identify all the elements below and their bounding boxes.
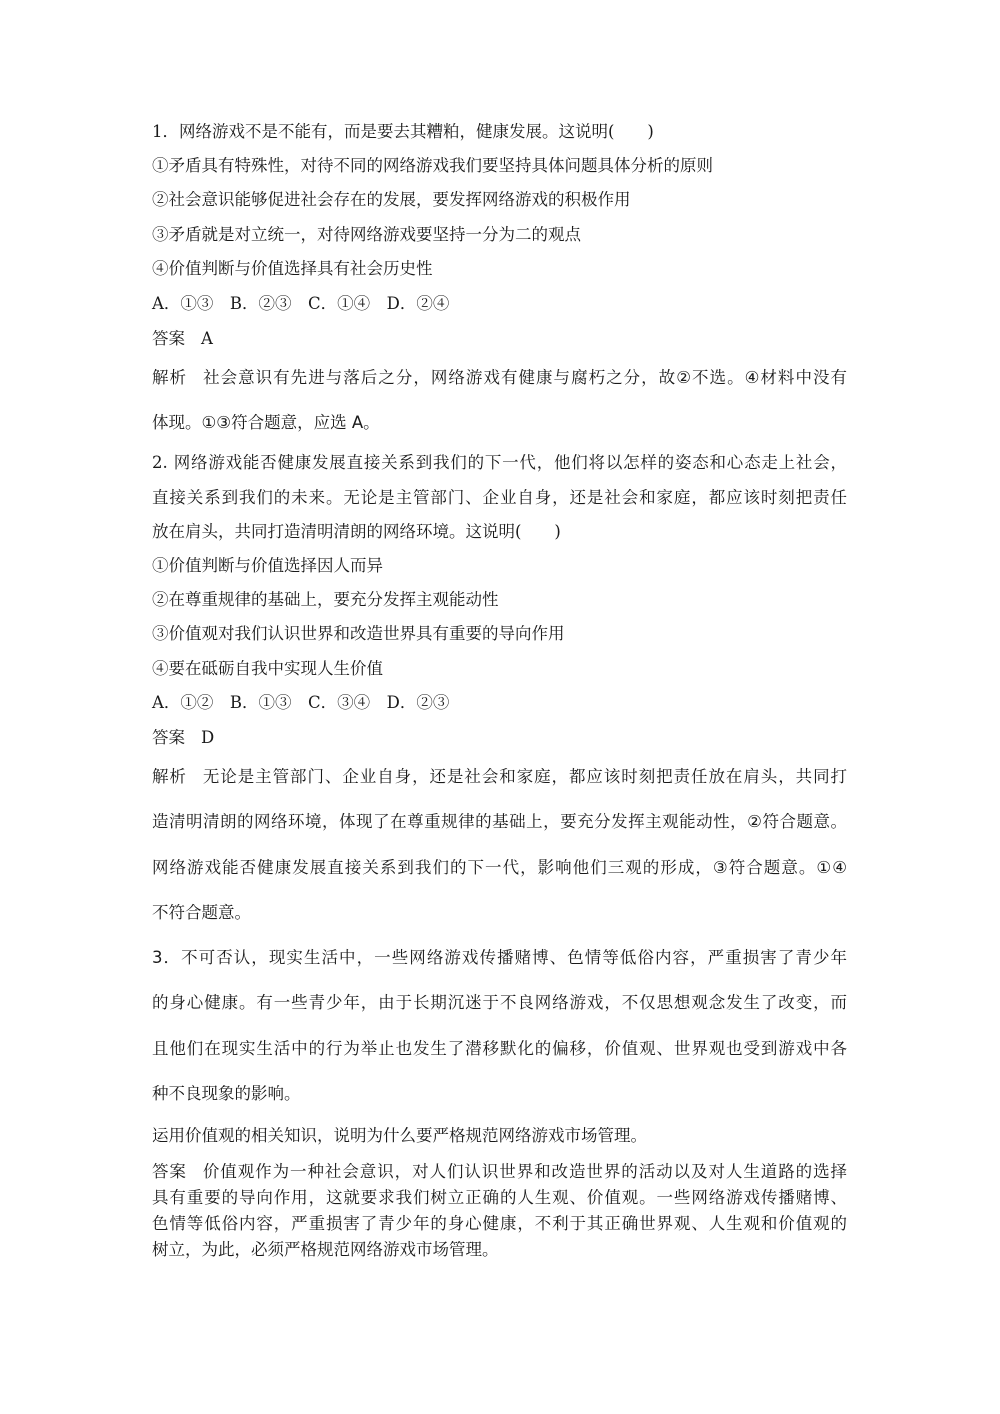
q3-material-line-2: 的身心健康。有一些青少年，由于长期沉迷于不良网络游戏，不仅思想观念发生了改变，而: [152, 993, 847, 1012]
analysis-label: 解析: [152, 368, 188, 387]
q1-option-1: ①矛盾具有特殊性，对待不同的网络游戏我们要坚持具体问题具体分析的原则: [152, 156, 713, 175]
q3-material-line-3: 且他们在现实生活中的行为举止也发生了潜移默化的偏移，价值观、世界观也受到游戏中各: [152, 1039, 847, 1058]
q1-answer-value: A: [201, 329, 213, 348]
analysis-label: 解析: [152, 767, 187, 786]
q2-stem-line-1: 2. 网络游戏能否健康发展直接关系到我们的下一代，他们将以怎样的姿态和心态走上社会，: [152, 453, 847, 472]
q3-answer-line-2: 具有重要的导向作用，这就要求我们树立正确的人生观、价值观。一些网络游戏传播赌博、: [152, 1188, 847, 1207]
q3-material-line-4: 种不良现象的影响。: [152, 1084, 301, 1103]
answer-label: 答案: [152, 1162, 187, 1181]
answer-label: 答案: [152, 728, 185, 747]
q1-analysis-line-1: [152, 367, 847, 389]
q2-answer: [152, 727, 214, 749]
q3-answer-line-4: 树立，为此，必须严格规范网络游戏市场管理。: [152, 1240, 499, 1259]
q2-answer-value: D: [201, 728, 215, 747]
q3-answer-line-1: [152, 1161, 847, 1183]
q2-analysis-line-1: [152, 766, 847, 788]
q1-answer: [152, 328, 213, 350]
q2-option-2: ②在尊重规律的基础上，要充分发挥主观能动性: [152, 590, 499, 609]
q2-option-1: ①价值判断与价值选择因人而异: [152, 556, 383, 575]
q2-analysis-line-4: 不符合题意。: [152, 903, 251, 922]
q2-option-4: ④要在砥砺自我中实现人生价值: [152, 659, 383, 678]
q2-analysis-line-2: 造清明清朗的网络环境，体现了在尊重规律的基础上，要充分发挥主观能动性，②符合题意。: [152, 812, 847, 831]
q2-analysis-line-3: 网络游戏能否健康发展直接关系到我们的下一代，影响他们三观的形成，③符合题意。①④: [152, 858, 847, 877]
q3-answer-text-1: 价值观作为一种社会意识，对人们认识世界和改造世界的活动以及对人生道路的选择: [202, 1162, 848, 1181]
q3-answer-line-3: 色情等低俗内容，严重损害了青少年的身心健康，不利于其正确世界观、人生观和价值观的: [152, 1214, 847, 1233]
q2-stem-line-3: 放在肩头，共同打造清明清朗的网络环境。这说明( ): [152, 522, 561, 541]
q1-option-2: ②社会意识能够促进社会存在的发展，要发挥网络游戏的积极作用: [152, 190, 631, 209]
q1-stem: 1．网络游戏不是不能有，而是要去其糟粕，健康发展。这说明( ): [152, 122, 654, 141]
q2-choices: A．①② B．①③ C．③④ D．②③: [152, 693, 450, 712]
q2-option-3: ③价值观对我们认识世界和改造世界具有重要的导向作用: [152, 624, 565, 643]
q1-analysis-text-1: 社会意识有先进与落后之分，网络游戏有健康与腐朽之分，故②不选。④材料中没有: [203, 368, 848, 387]
q1-choices: A．①③ B．②③ C．①④ D．②④: [152, 294, 450, 313]
answer-label: 答案: [152, 329, 185, 348]
q3-material-line-1: 3．不可否认，现实生活中，一些网络游戏传播赌博、色情等低俗内容，严重损害了青少年: [152, 948, 847, 967]
q1-option-4: ④价值判断与价值选择具有社会历史性: [152, 259, 433, 278]
q1-option-3: ③矛盾就是对立统一，对待网络游戏要坚持一分为二的观点: [152, 225, 581, 244]
q2-analysis-text-1: 无论是主管部门、企业自身，还是社会和家庭，都应该时刻把责任放在肩头，共同打: [202, 767, 848, 786]
q3-question: 运用价值观的相关知识，说明为什么要严格规范网络游戏市场管理。: [152, 1126, 647, 1145]
q1-analysis-line-2: 体现。①③符合题意，应选 A。: [152, 413, 380, 432]
q2-stem-line-2: 直接关系到我们的未来。无论是主管部门、企业自身，还是社会和家庭，都应该时刻把责任: [152, 488, 847, 507]
